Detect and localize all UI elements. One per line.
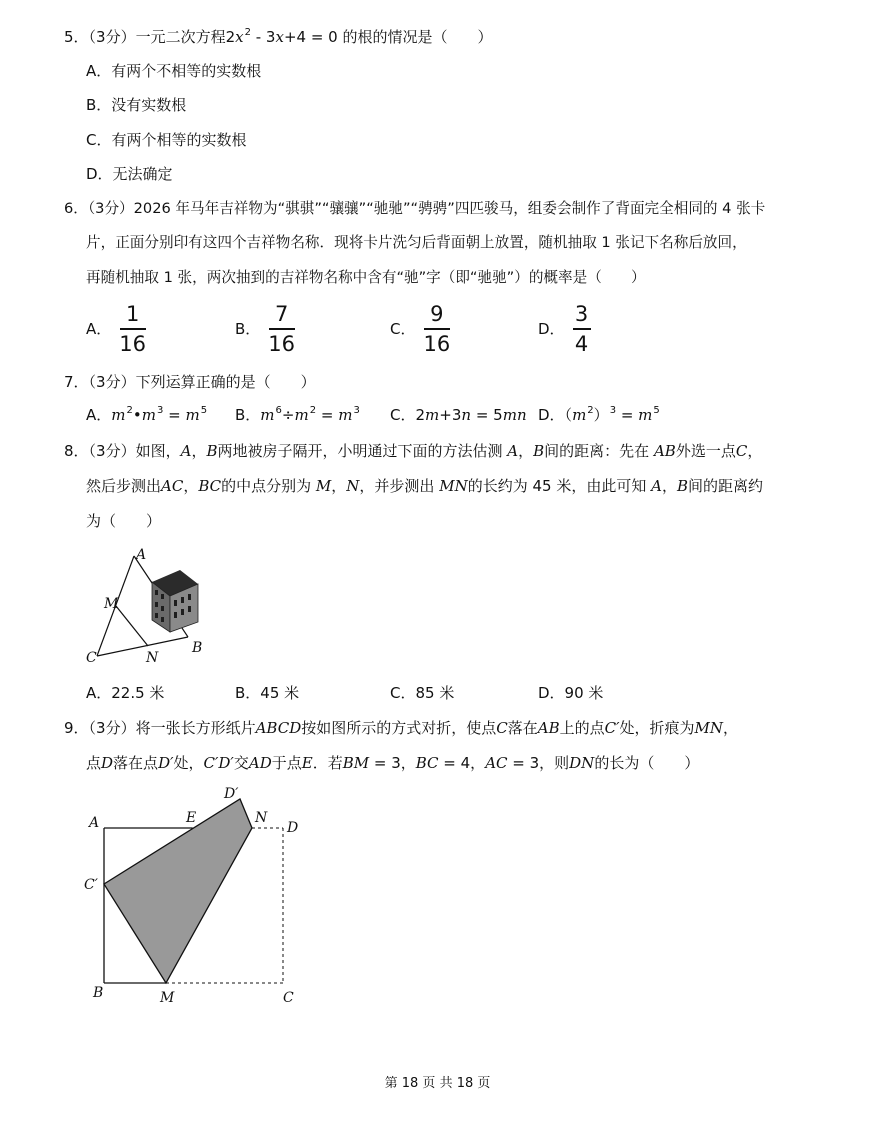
label-d-prime: D′ [224,786,239,802]
q9-stem-line1: 9．（3分）将一张长方形纸片ABCD按如图所示的方式对折，使点C落在AB上的点C′处，折痕为MN， [64,719,739,737]
numerator: 1 [125,302,140,326]
q6-option-c: C． 9 16 [390,302,451,356]
numerator: 9 [430,302,444,326]
label-c: C [283,990,294,1006]
label-n: N [146,650,159,666]
label-d: D [287,820,299,836]
label-m: M [160,990,175,1006]
q7-option-a: A．$m^2•m^3 = m^5$ [86,405,208,424]
q8-option-a: A．22.5 米 [86,684,165,702]
q8-option-b: B．45 米 [235,684,300,702]
label-m: M [104,596,119,612]
q6-stem-line3: 再随机抽取 1 张，两次抽到的吉祥物名称中含有“驰”字（即“驰驰”）的概率是（ ） [86,269,646,286]
label-c: C [86,650,97,666]
q6-option-a: A． 1 16 [86,302,146,356]
label-b: B [192,640,203,656]
q5-option-a: A．有两个不相等的实数根 [86,62,262,80]
q8-figure [80,540,220,670]
q5-option-d: D．无法确定 [86,165,173,183]
q5-stem: 5．（3分）一元二次方程$2x^2 - 3x+4 = 0$ 的根的情况是（ ） [64,27,493,46]
q7-option-d: D．$(m^2)^3 = m^5$ [538,405,660,424]
numerator: 7 [274,302,289,326]
denominator: 16 [119,331,146,356]
numerator: 3 [574,302,589,326]
q6-stem-line1: 6．（3分）2026 年马年吉祥物为“骐骐”“骧骧”“驰驰”“骋骋”四匹骏马，组委会制作了背面完全相同的 4 张卡 [64,200,766,217]
denominator: 16 [268,331,296,356]
denominator: 16 [423,331,451,356]
label-n: N [255,810,268,826]
q8-option-d: D．90 米 [538,684,604,702]
denominator: 4 [574,331,589,356]
label-a: A [89,815,100,831]
q7-option-c: C．2m+3n = 5mn [390,406,527,424]
q9-stem-line2: 点D落在点D′处，C′D′交AD于点E．若BM = 3，BC = 4，AC = 3，则DN的长为（ ） [86,754,700,772]
house-icon [152,570,198,632]
q8-option-c: C．85 米 [390,684,455,702]
q9-figure [80,780,310,1010]
q5-option-c: C．有两个相等的实数根 [86,131,247,149]
label-b: B [93,985,104,1001]
q8-stem-line1: 8．（3分）如图，A，B两地被房子隔开，小明通过下面的方法估测 A，B间的距离：先在 AB外选一点C， [64,442,763,460]
segment-mn [116,606,148,646]
q6-option-d: D． 3 4 [538,302,591,356]
q7-stem: 7．（3分）下列运算正确的是（ ） [64,373,316,391]
q7-option-b: B．$m^6\div m^2 = m^3$ [235,405,360,424]
q5-option-b: B．没有实数根 [86,96,187,114]
q6-stem-line2: 片，正面分别印有这四个吉祥物名称．现将卡片洗匀后背面朝上放置，随机抽取 1 张记下名称后放回， [86,234,747,251]
q6-option-b: B． 7 16 [235,302,296,356]
q8-stem-line3: 为（ ） [86,512,162,530]
label-a: A [136,547,147,563]
q8-stem-line2: 然后步测出AC，BC的中点分别为 M，N，并步测出 MN的长约为 45 米，由此可知 A，B间的距离约 [86,477,764,495]
label-e: E [186,810,197,826]
page-footer: 第 18 页 共 18 页 [384,1076,491,1091]
label-c-prime: C′ [84,877,98,893]
folded-region [104,799,252,983]
